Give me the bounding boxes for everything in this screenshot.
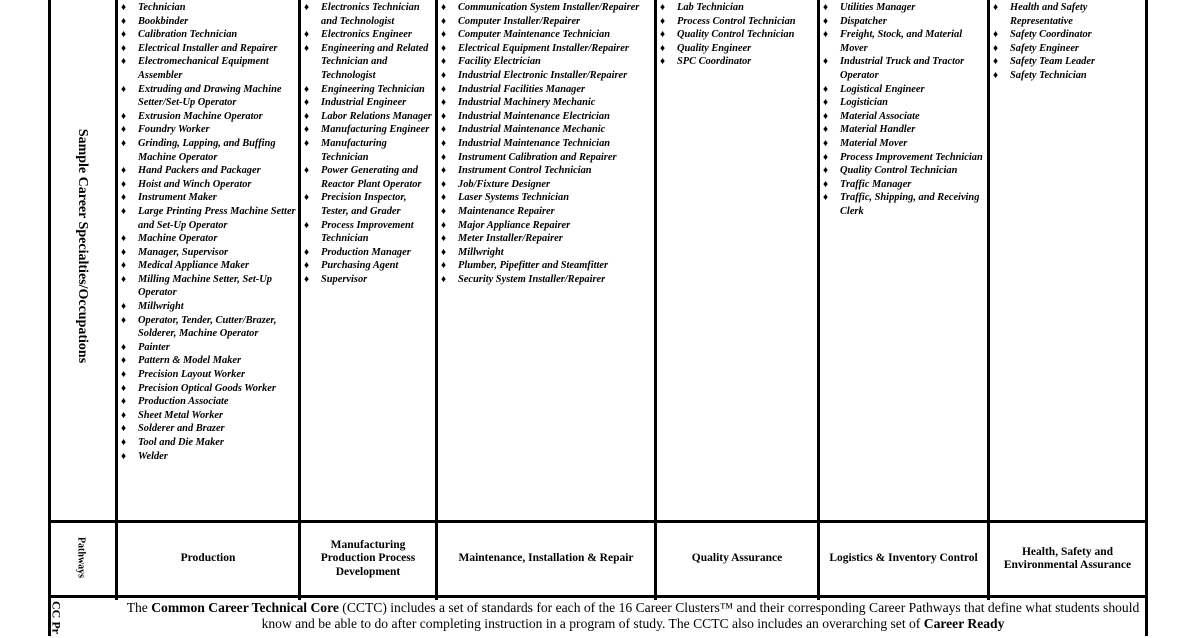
occupation-item: ♦ Painter (118, 341, 298, 355)
occupation-item: ♦ Manufacturing Engineer (301, 123, 435, 137)
occupation-item: ♦ Electrical Installer and Repairer (118, 42, 298, 56)
cctc-description (118, 600, 1148, 632)
occupation-item: ♦ Process Improvement Technician (820, 151, 987, 165)
occupation-item: ♦ Communication System Installer/Repairer (438, 1, 654, 15)
occupation-column-production (118, 1, 298, 522)
occupation-item: ♦ Utilities Manager (820, 1, 987, 15)
occupation-item: ♦ Safety Coordinator (990, 28, 1145, 42)
occupation-item: ♦ Medical Appliance Maker (118, 259, 298, 273)
occupation-column-health-safety (990, 1, 1145, 522)
occupation-item: ♦ Industrial Maintenance Mechanic (438, 123, 654, 137)
occupation-item: ♦ Process Improvement Technician (301, 219, 435, 246)
occupation-item: ♦ Electronics Engineer (301, 28, 435, 42)
occupation-item: ♦ Precision Optical Goods Worker (118, 382, 298, 396)
occupation-item: ♦ Material Handler (820, 123, 987, 137)
occupation-item: ♦ Milling Machine Setter, Set-Up Operator (118, 273, 298, 300)
occupation-item: ♦ Maintenance Repairer (438, 205, 654, 219)
occupation-item: ♦ Engineering Technician (301, 83, 435, 97)
occupation-item: ♦ Power Generating and Reactor Plant Operator (301, 164, 435, 191)
occupation-list (657, 1, 817, 69)
pathway-logistics: Logistics & Inventory Control (829, 552, 978, 565)
occupation-item: ♦ Industrial Maintenance Electrician (438, 110, 654, 124)
occupation-item: ♦ Security System Installer/Repairer (438, 273, 654, 287)
occupation-item: ♦ Purchasing Agent (301, 259, 435, 273)
occupation-list (990, 1, 1145, 83)
occupation-item: ♦ Pattern & Model Maker (118, 354, 298, 368)
occupation-item: ♦ Material Mover (820, 137, 987, 151)
occupation-item: ♦ Labor Relations Manager (301, 110, 435, 124)
occupation-item: ♦ Instrument Maker (118, 191, 298, 205)
pathway-production: Production (180, 552, 236, 565)
occupation-item: ♦ Extruding and Drawing Machine Setter/Set-Up Operator (118, 83, 298, 110)
occupation-item: ♦ Supervisor (301, 273, 435, 287)
occupation-item: ♦ Industrial Machinery Mechanic (438, 96, 654, 110)
occupation-item: ♦ Freight, Stock, and Material Mover (820, 28, 987, 55)
occupation-item: ♦ Large Printing Press Machine Setter and Set-Up Operator (118, 205, 298, 232)
occupation-item: ♦ Safety Engineer (990, 42, 1145, 56)
occupation-item: ♦ Calibration Technician (118, 28, 298, 42)
occupation-item: ♦ Millwright (438, 246, 654, 260)
occupation-item: ♦ Millwright (118, 300, 298, 314)
pathway-process-development: Manufacturing Production Process Development (320, 538, 416, 578)
occupation-item: ♦ Facility Electrician (438, 55, 654, 69)
occupation-item: ♦ Computer Maintenance Technician (438, 28, 654, 42)
occupation-item: ♦ Electrical Equipment Installer/Repairer (438, 42, 654, 56)
occupation-column-process-development (301, 1, 435, 522)
occupation-item: ♦ Engineering and Related Technician and Technologist (301, 42, 435, 83)
occupation-item: ♦ Hand Packers and Packager (118, 164, 298, 178)
occupation-item: ♦ Logistical Engineer (820, 83, 987, 97)
occupation-item: ♦ Traffic Manager (820, 178, 987, 192)
footer-text: (CCTC) includes a set of standards for each of the 16 Career Clusters™ and their corresponding Career Pathways that define what students should know and be able to do after completing instruction in a program of study. The CCTC also includes an overarching set of (261, 600, 1140, 631)
occupation-item: ♦ SPC Coordinator (657, 55, 817, 69)
pathway-maintenance: Maintenance, Installation & Repair (458, 552, 634, 565)
occupation-item: ♦ Meter Installer/Repairer (438, 232, 654, 246)
occupation-item: ♦ Industrial Maintenance Technician (438, 137, 654, 151)
occupation-list (438, 1, 654, 286)
footer-bold-cctc: Common Career Technical Core (151, 600, 339, 615)
occupation-item: ♦ Safety Technician (990, 69, 1145, 83)
occupation-item: ♦ Material Associate (820, 110, 987, 124)
occupation-item: ♦ Lab Technician (657, 1, 817, 15)
occupation-item: ♦ Logistician (820, 96, 987, 110)
occupation-item: ♦ Production Associate (118, 395, 298, 409)
bottom-row-label-fragment: CC Pr (49, 601, 64, 634)
occupation-item: ♦ Welder (118, 450, 298, 464)
occupation-item: ♦ Health and Safety Representative (990, 1, 1145, 28)
footer-text: The (126, 600, 152, 615)
occupation-item: ♦ Dispatcher (820, 15, 987, 29)
occupation-item: ♦ Instrument Calibration and Repairer (438, 151, 654, 165)
occupation-item: ♦ Process Control Technician (657, 15, 817, 29)
occupation-item: ♦ Precision Inspector, Tester, and Grader (301, 191, 435, 218)
occupations-row-label: Sample Career Specialties/Occupations (75, 128, 90, 364)
occupation-item: ♦ Tool and Die Maker (118, 436, 298, 450)
occupation-item: ♦ Industrial Electronic Installer/Repairer (438, 69, 654, 83)
occupation-column-logistics (820, 1, 987, 522)
occupation-item: ♦ Laser Systems Technician (438, 191, 654, 205)
occupation-item: ♦ Industrial Engineer (301, 96, 435, 110)
pathway-quality: Quality Assurance (691, 552, 783, 565)
pathway-health-safety: Health, Safety and Environmental Assurance (1003, 545, 1132, 571)
occupation-item: ♦ Hoist and Winch Operator (118, 178, 298, 192)
occupation-item: ♦ Grinding, Lapping, and Buffing Machine Operator (118, 137, 298, 164)
occupation-item: ♦ Foundry Worker (118, 123, 298, 137)
occupation-item: ♦ Electronics Technician and Technologist (301, 1, 435, 28)
occupation-list (118, 1, 298, 463)
occupation-item: ♦ Quality Control Technician (820, 164, 987, 178)
row-divider (48, 595, 1148, 598)
occupation-item: ♦ Industrial Facilities Manager (438, 83, 654, 97)
occupation-item: ♦ Quality Control Technician (657, 28, 817, 42)
occupation-item: ♦ Manager, Supervisor (118, 246, 298, 260)
occupation-item: ♦ Extrusion Machine Operator (118, 110, 298, 124)
occupation-item: ♦ Technician (118, 1, 298, 15)
occupation-item: ♦ Plumber, Pipefitter and Steamfitter (438, 259, 654, 273)
occupation-column-quality (657, 1, 817, 522)
occupation-item: ♦ Solderer and Brazer (118, 422, 298, 436)
occupation-item: ♦ Computer Installer/Repairer (438, 15, 654, 29)
occupation-column-maintenance (438, 1, 654, 522)
occupation-item: ♦ Manufacturing Technician (301, 137, 435, 164)
occupation-item: ♦ Precision Layout Worker (118, 368, 298, 382)
occupation-item: ♦ Operator, Tender, Cutter/Brazer, Solderer, Machine Operator (118, 314, 298, 341)
occupation-item: ♦ Instrument Control Technician (438, 164, 654, 178)
occupation-item: ♦ Traffic, Shipping, and Receiving Clerk (820, 191, 987, 218)
occupation-item: ♦ Safety Team Leader (990, 55, 1145, 69)
pathways-row-label: Pathways (75, 536, 87, 579)
occupation-item: ♦ Electromechanical Equipment Assembler (118, 55, 298, 82)
footer-bold-career-ready: Career Ready (923, 616, 1005, 631)
occupation-item: ♦ Bookbinder (118, 15, 298, 29)
occupation-item: ♦ Sheet Metal Worker (118, 409, 298, 423)
occupation-item: ♦ Job/Fixture Designer (438, 178, 654, 192)
occupation-item: ♦ Production Manager (301, 246, 435, 260)
occupation-item: ♦ Industrial Truck and Tractor Operator (820, 55, 987, 82)
occupation-list (820, 1, 987, 219)
occupation-list (301, 1, 435, 286)
occupation-item: ♦ Quality Engineer (657, 42, 817, 56)
occupation-item: ♦ Machine Operator (118, 232, 298, 246)
occupation-item: ♦ Major Appliance Repairer (438, 219, 654, 233)
